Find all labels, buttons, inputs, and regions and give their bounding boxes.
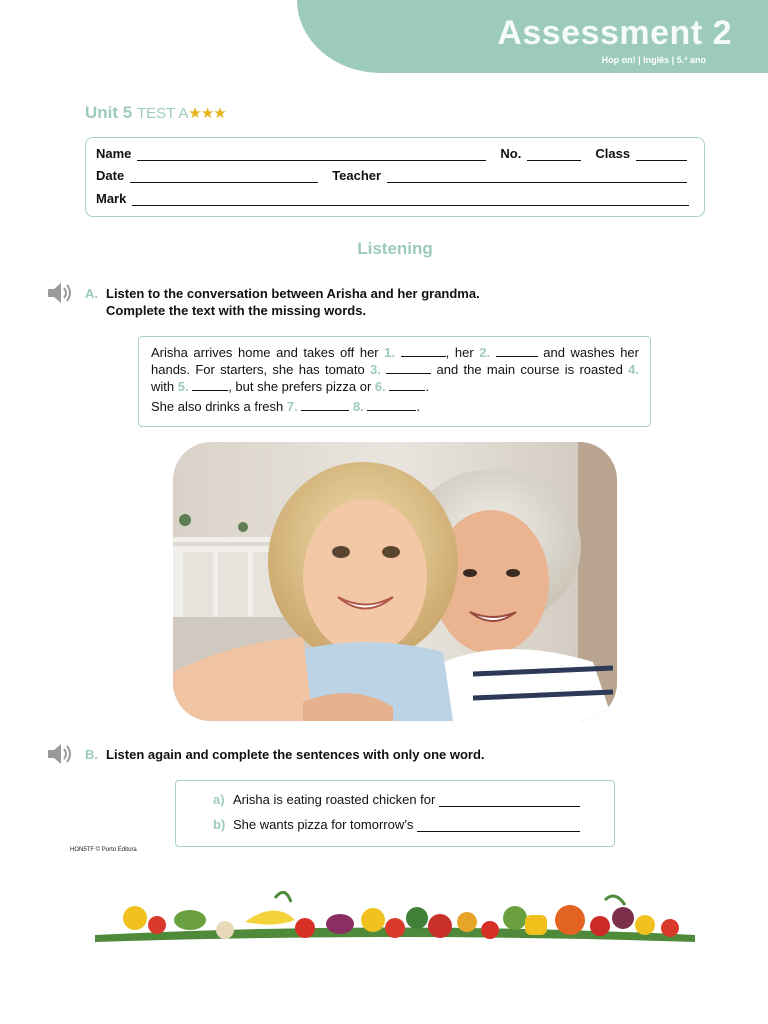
mark-label: Mark [96,191,127,206]
text-part: , but she prefers pizza or [228,379,375,394]
gap-6[interactable] [389,379,425,391]
gap-fill-text-box [138,336,651,427]
gap-number: 5. [177,379,189,394]
class-label: Class [595,146,631,161]
photo-girl-and-grandma [173,442,617,721]
name-field[interactable] [137,147,486,161]
copyright-note: HON5TF © Porto Editora [70,847,137,853]
gap-3[interactable] [386,362,431,374]
gap-number: 8. [352,399,364,414]
number-label: No. [500,146,522,161]
question-b-instructions: Listen again and complete the sentences with only one word. [106,747,485,762]
answer-blank-a[interactable] [439,795,580,807]
gap-number: 4. [628,362,639,377]
text-part: . [425,379,429,394]
gap-7[interactable] [301,399,349,411]
text-part: Arisha arrives home and takes off her [151,345,385,360]
vegetables-banner-image [95,880,695,950]
text-part: . [416,399,421,414]
item-text: She wants pizza for tomorrow’s [233,817,414,832]
number-field[interactable] [527,147,581,161]
text-part: and the main course is roasted [431,362,629,377]
sentence-completion-box [175,780,615,847]
speaker-icon[interactable] [47,742,73,766]
gap-number: 2. [479,345,491,360]
gap-1[interactable] [401,345,446,357]
question-a-letter: A. [85,286,98,301]
answer-blank-b[interactable] [417,820,580,832]
date-field[interactable] [130,169,318,183]
section-title: Listening [357,239,433,258]
gap-2[interactable] [496,345,538,357]
page-subtitle: Hop on! | Inglês | 5.º ano [601,55,706,65]
question-a-instructions [106,285,480,319]
gap-number: 3. [370,362,381,377]
text-part: She also drinks a fresh [151,399,287,414]
unit-label: Unit 5 [85,103,133,122]
gap-8[interactable] [367,399,416,411]
item-text: Arisha is eating roasted chicken for [233,792,436,807]
text-part: with [151,379,178,394]
speaker-icon[interactable] [47,281,73,305]
teacher-label: Teacher [332,168,382,183]
mark-field[interactable] [132,192,689,206]
gap-5[interactable] [192,379,228,391]
page-title: Assessment 2 [497,14,732,52]
question-a-line2: Complete the text with the missing words. [106,303,367,318]
text-part: and washes her hands. For starters, she has tomato [151,345,639,377]
difficulty-stars: ★★★ [188,105,226,122]
question-b-letter: B. [85,747,98,762]
item-letter: b) [213,817,226,832]
info-row-date [96,168,687,183]
item-letter: a) [213,792,225,807]
student-info-box [85,137,705,217]
info-row-mark [96,191,689,206]
question-a-line1: Listen to the conversation between Arisha and her grandma. [106,286,480,301]
sentence-a [213,792,580,807]
test-label: TEST A [136,105,189,122]
sentence-b [213,817,580,832]
gap-number: 7. [286,399,298,414]
text-last-line [151,398,639,415]
date-label: Date [96,168,125,183]
gap-number: 6. [374,379,386,394]
name-label: Name [96,146,132,161]
text-part: , her [445,345,480,360]
teacher-field[interactable] [387,169,687,183]
unit-heading [85,103,226,123]
gap-number: 1. [384,345,396,360]
class-field[interactable] [636,147,687,161]
info-row-name [96,146,687,161]
